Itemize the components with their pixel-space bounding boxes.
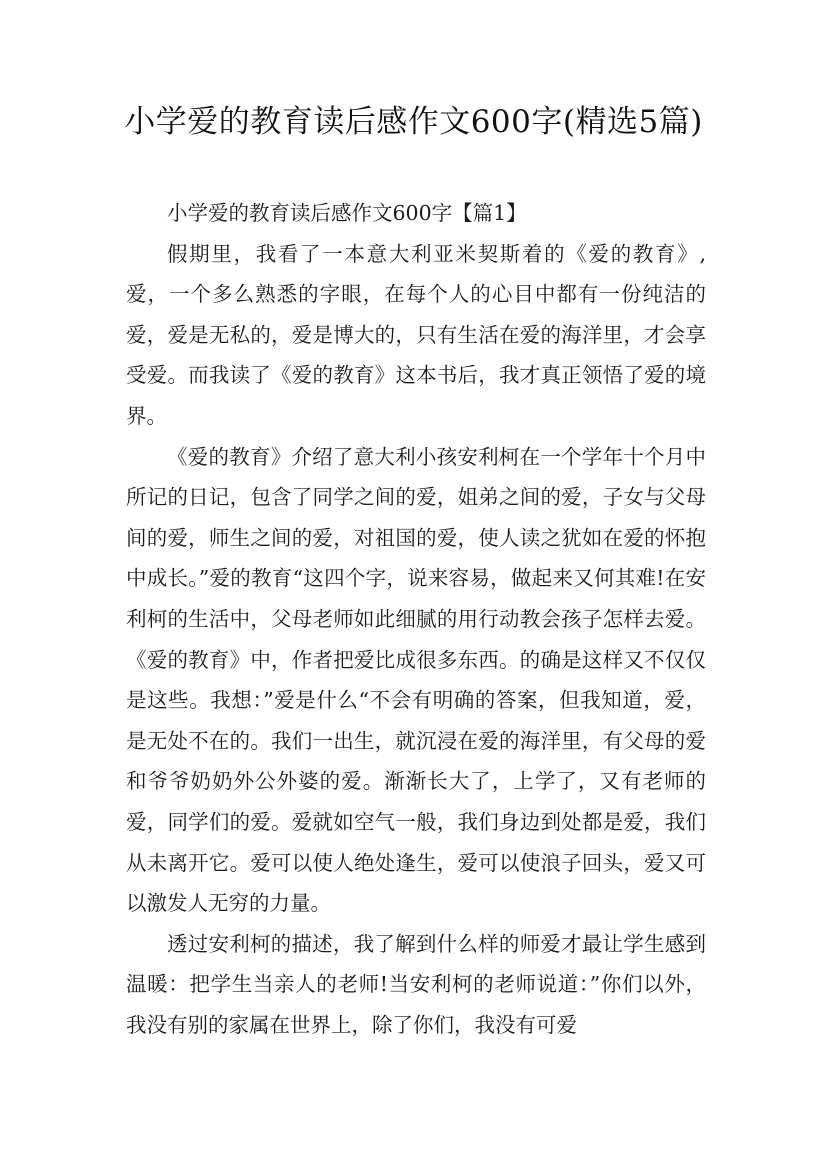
paragraph-1: 假期里，我看了一本意大利亚米契斯着的《爱的教育》,爱，一个多么熟悉的字眼，在每个人的心目中都有一份纯洁的爱，爱是无私的，爱是博大的，只有生活在爱的海洋里，才会享受爱。而我读了《爱的教育》这本书后，我才真正领悟了爱的境界。 (126, 241, 706, 428)
document-title: 小学爱的教育读后感作文600字(精选5篇) (124, 104, 703, 140)
paragraph-2: 《爱的教育》介绍了意大利小孩安利柯在一个学年十个月中所记的日记，包含了同学之间的爱，姐弟之间的爱，子女与父母间的爱，师生之间的爱，对祖国的爱，使人读之犹如在爱的怀抱中成长。”爱的教育“这四个字，说来容易，做起来又何其难!在安利柯的生活中，父母老师如此细腻的用行动教会孩子怎样去爱。《爱的教育》中，作者把爱比成很多东西。的确是这样又不仅仅是这些。我想：”爱是什么“不会有明确的答案，但我知道，爱，是无处不在的。我们一出生，就沉浸在爱的海洋里，有父母的爱和爷爷奶奶外公外婆的爱。渐渐长大了，上学了，又有老师的爱，同学们的爱。爱就如空气一般，我们身边到处都是爱，我们从未离开它。爱可以使人绝处逢生，爱可以使浪子回头，爱又可以激发人无穷的力量。 (126, 444, 706, 916)
section-heading: 小学爱的教育读后感作文600字【篇1】 (167, 201, 527, 225)
document-body (126, 193, 706, 1045)
paragraph-3: 透过安利柯的描述，我了解到什么样的师爱才最让学生感到温暖：把学生当亲人的老师!当安利柯的老师说道：”你们以外，我没有别的家属在世界上，除了你们，我没有可爱 (126, 931, 706, 1037)
